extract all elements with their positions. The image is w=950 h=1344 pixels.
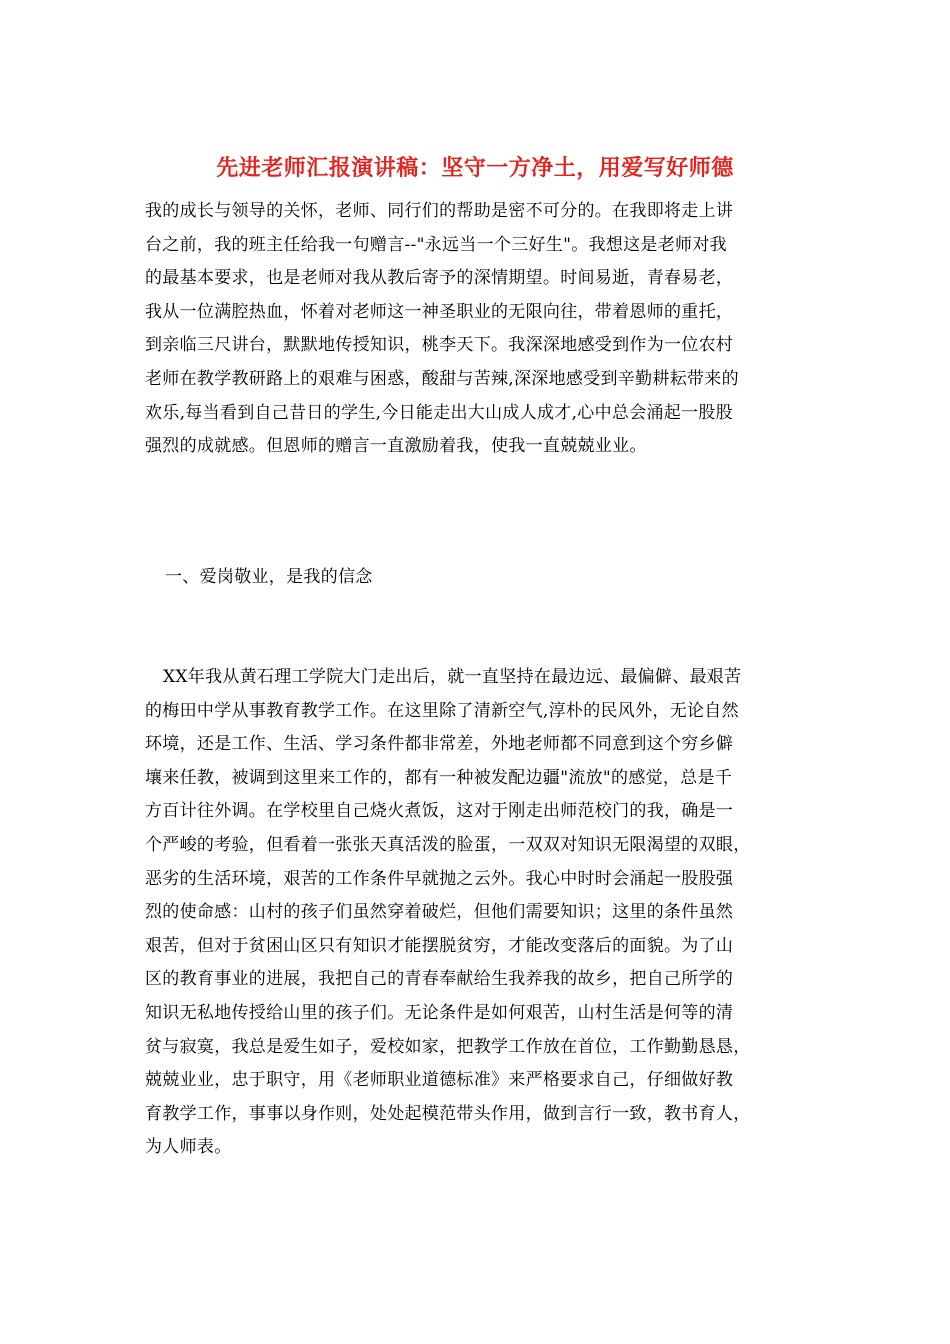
- body-paragraph: [145, 661, 805, 1165]
- intro-line: 台之前，我的班主任给我一句赠言--"永远当一个三好生"。我想这是老师对我: [145, 234, 727, 255]
- intro-line: 欢乐,每当看到自己昔日的学生,今日能走出大山成人成才,心中总会涌起一股股: [145, 402, 734, 423]
- intro-line: 强烈的成就感。但恩师的赠言一直激励着我，使我一直兢兢业业。: [145, 436, 647, 457]
- intro-line: 老师在教学教研路上的艰难与困惑，酸甜与苦辣,深深地感受到辛勤耕耘带来的: [145, 368, 739, 389]
- body-line: 区的教育事业的进展，我把自己的青春奉献给生我养我的故乡，把自己所学的: [145, 969, 734, 990]
- body-line: 壤来任教，被调到这里来工作的，都有一种被发配边疆"流放"的感觉，总是千: [145, 767, 733, 788]
- body-line: 知识无私地传授给山里的孩子们。无论条件是如何艰苦，山村生活是何等的清: [145, 1002, 734, 1023]
- body-line: 烈的使命感：山村的孩子们虽然穿着破烂，但他们需要知识；这里的条件虽然: [145, 902, 734, 923]
- intro-line: 我从一位满腔热血，怀着对老师这一神圣职业的无限向往，带着恩师的重托，: [145, 301, 734, 322]
- section-heading-block: [165, 561, 825, 595]
- body-line: 个严峻的考验，但看着一张张天真活泼的脸蛋，一双双对知识无限渴望的双眼，: [145, 834, 751, 855]
- intro-paragraph: [145, 195, 805, 464]
- intro-line: 我的成长与领导的关怀，老师、同行们的帮助是密不可分的。在我即将走上讲: [145, 201, 734, 221]
- body-line: XX年我从黄石理工学院大门走出后，就一直坚持在最边远、最偏僻、最艰苦: [163, 667, 742, 687]
- body-line: 育教学工作，事事以身作则，处处起模范带头作用，做到言行一致，教书育人，: [145, 1103, 751, 1124]
- body-line: 艰苦，但对于贫困山区只有知识才能摆脱贫穷，才能改变落后的面貌。为了山: [145, 935, 734, 956]
- body-line: 为人师表。: [145, 1137, 232, 1158]
- body-line: 兢兢业业，忠于职守，用《老师职业道德标准》来严格要求自己，仔细做好教: [145, 1070, 734, 1091]
- intro-line: 的最基本要求，也是老师对我从教后寄予的深情期望。时间易逝，青春易老，: [145, 268, 734, 289]
- body-line: 环境，还是工作、生活、学习条件都非常差，外地老师都不同意到这个穷乡僻: [145, 734, 734, 755]
- body-line: 方百计往外调。在学校里自己烧火煮饭，这对于刚走出师范校门的我，确是一: [145, 801, 734, 822]
- intro-line: 到亲临三尺讲台，默默地传授知识，桃李天下。我深深地感受到作为一位农村: [145, 335, 734, 356]
- section-heading: 一、爱岗敬业，是我的信念: [165, 567, 373, 587]
- document-title: 先进老师汇报演讲稿：坚守一方净土，用爱写好师德: [216, 155, 734, 181]
- body-line: 贫与寂寞，我总是爱生如子，爱校如家，把教学工作放在首位，工作勤勤恳恳，: [145, 1036, 751, 1057]
- body-line: 恶劣的生活环境，艰苦的工作条件早就抛之云外。我心中时时会涌起一股股强: [145, 868, 734, 889]
- body-line: 的梅田中学从事教育教学工作。在这里除了清新空气,淳朴的民风外，无论自然: [145, 700, 739, 721]
